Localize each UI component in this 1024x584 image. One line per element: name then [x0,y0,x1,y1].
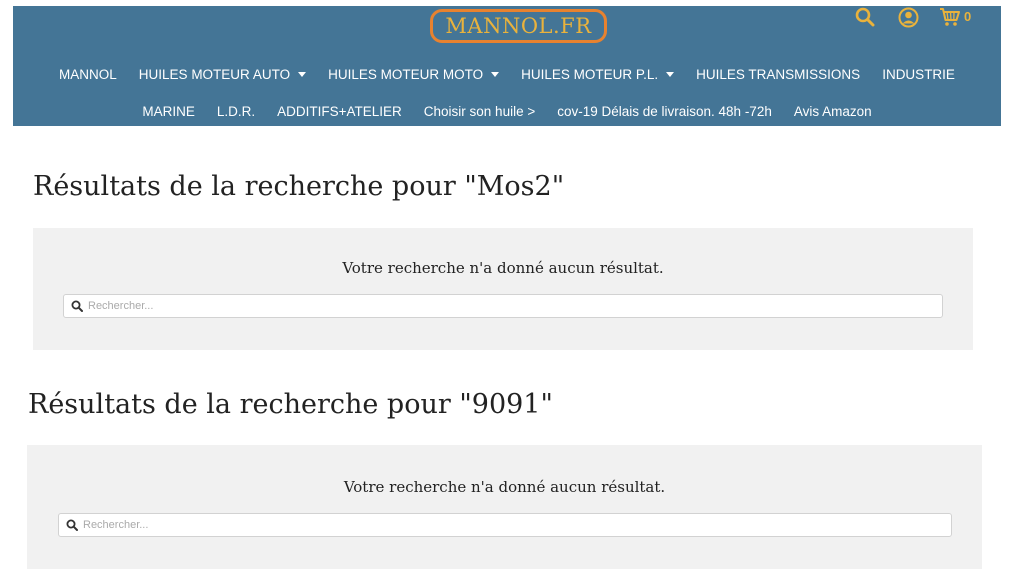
search-field[interactable] [63,294,943,318]
search-input[interactable] [83,515,951,535]
search-icon [66,519,78,531]
search-field[interactable] [58,513,952,537]
no-results-message: Votre recherche n'a donné aucun résultat. [343,478,666,496]
search-input[interactable] [88,296,942,316]
nav-item-choisir-son-huile[interactable]: Choisir son huile > [423,104,536,119]
search-icon[interactable] [855,7,875,32]
nav-item-cov19-delais[interactable]: cov-19 Délais de livraison. 48h -72h [557,104,772,119]
nav-item-mannol[interactable]: MANNOL [59,67,117,82]
nav-item-marine[interactable]: MARINE [142,104,195,119]
cart-icon[interactable] [939,7,961,32]
results-panel [33,228,973,350]
search-icon [71,300,83,312]
cart-count-badge: 0 [964,9,972,24]
nav-item-industrie[interactable]: INDUSTRIE [882,67,955,82]
nav-item-huiles-transmissions[interactable]: HUILES TRANSMISSIONS [696,67,861,82]
page-title: Résultats de la recherche pour "Mos2" [33,171,565,202]
chevron-down-icon [298,72,306,77]
results-panel [27,445,982,569]
nav-item-ldr[interactable]: L.D.R. [216,104,256,119]
nav-item-huiles-moteur-auto[interactable]: HUILES MOTEUR AUTO [139,67,306,82]
site-logo[interactable]: MANNOL.FR [430,9,607,43]
account-icon[interactable] [898,7,919,33]
site-header [13,6,1001,126]
nav-item-huiles-moteur-pl[interactable]: HUILES MOTEUR P.L. [521,67,674,82]
main-nav-row-2 [13,104,1001,119]
nav-item-additifs-atelier[interactable]: ADDITIFS+ATELIER [277,104,402,119]
main-nav-row-1 [13,67,1001,82]
chevron-down-icon [491,72,499,77]
chevron-down-icon [666,72,674,77]
page-title: Résultats de la recherche pour "9091" [28,389,553,420]
nav-item-huiles-moteur-moto[interactable]: HUILES MOTEUR MOTO [328,67,499,82]
no-results-message: Votre recherche n'a donné aucun résultat. [342,259,664,277]
nav-item-avis-amazon[interactable]: Avis Amazon [793,104,872,119]
